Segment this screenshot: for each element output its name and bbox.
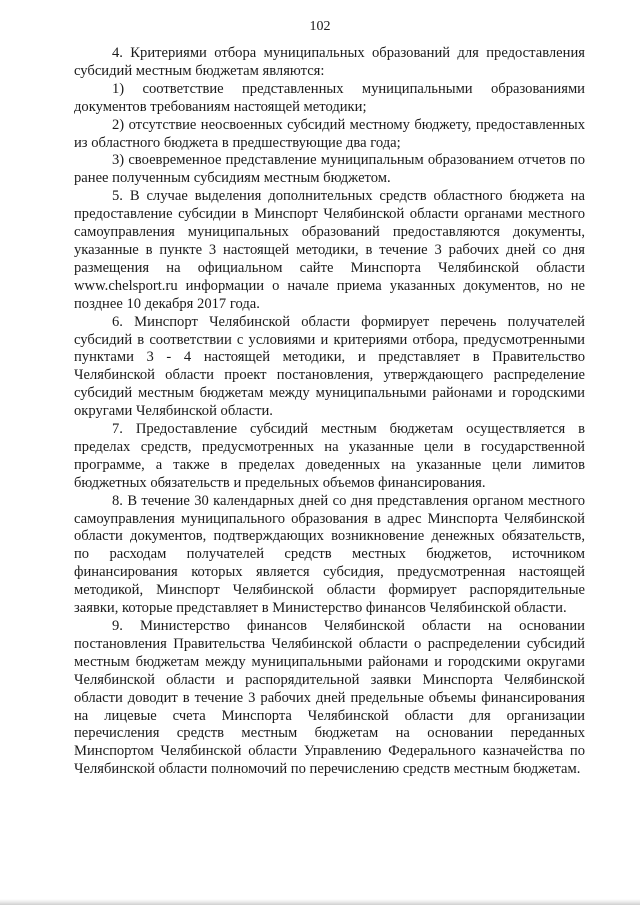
paragraph-criterion-1: 1) соответствие представленных муниципальными образованиями документов требованиям настоящей методики; — [74, 80, 585, 115]
paragraph-item-8: 8. В течение 30 календарных дней со дня представления органом местного самоуправления муниципального образования в адрес Минспорта Челябинской области документов, подтверждающих возникновение денежных обязательств, по расходам получателей средств местных бюджетов, источником финансирования которых является субсидия, предусмотренная настоящей методикой, Минспорт Челябинской области формирует распорядительные заявки, которые представляет в Министерство финансов Челябинской области. — [74, 492, 585, 617]
paragraph-item-5: 5. В случае выделения дополнительных средств областного бюджета на предоставление субсидии в Минспорт Челябинской области органами местного самоуправления муниципальных образований предоставляются документы, указанные в пункте 3 настоящей методики, в течение 3 рабочих дней со дня размещения на официальном сайте Минспорта Челябинской области www.chelsport.ru информации о начале приема указанных документов, но не позднее 10 декабря 2017 года. — [74, 188, 585, 312]
page-number: 102 — [309, 19, 331, 34]
paragraph-criterion-2: 2) отсутствие неосвоенных субсидий местному бюджету, предоставленных из областного бюджета в предшествующие два года; — [74, 116, 585, 151]
document-body — [74, 45, 585, 779]
scan-edge-shadow — [0, 899, 640, 905]
paragraph-item-6: 6. Минспорт Челябинской области формирует перечень получателей субсидий в соответствии с условиями и критериями отбора, предусмотренными пунктами 3 - 4 настоящей методики, и представляет в Правительство Челябинской области проект постановления, утверждающего распределение субсидий местным бюджетам между муниципальными районами и городскими округами Челябинской области. — [74, 313, 585, 420]
paragraph-item-7: 7. Предоставление субсидий местным бюджетам осуществляется в пределах средств, предусмотренных на указанные цели в государственной программе, а также в пределах доведенных на указанные цели лимитов бюджетных обязательств и предельных объемов финансирования. — [74, 421, 585, 491]
paragraph-criterion-3: 3) своевременное представление муниципальным образованием отчетов по ранее полученным субсидиям местным бюджетом. — [74, 152, 585, 187]
paragraph-item-9: 9. Министерство финансов Челябинской области на основании постановления Правительства Челябинской области о распределении субсидий местным бюджетам между муниципальными районами и городскими округами Челябинской области и распорядительной заявки Минспорта Челябинской области доводит в течение 3 рабочих дней предельные объемы финансирования на лицевые счета Минспорта Челябинской области для организации перечисления средств местным бюджетам на основании переданных Минспортом Челябинской области Управлению Федерального казначейства по Челябинской области полномочий по перечислению средств местным бюджетам. — [74, 618, 585, 778]
paragraph-criteria-intro: 4. Критериями отбора муниципальных образований для предоставления субсидий местным бюджетам являются: — [74, 45, 585, 79]
